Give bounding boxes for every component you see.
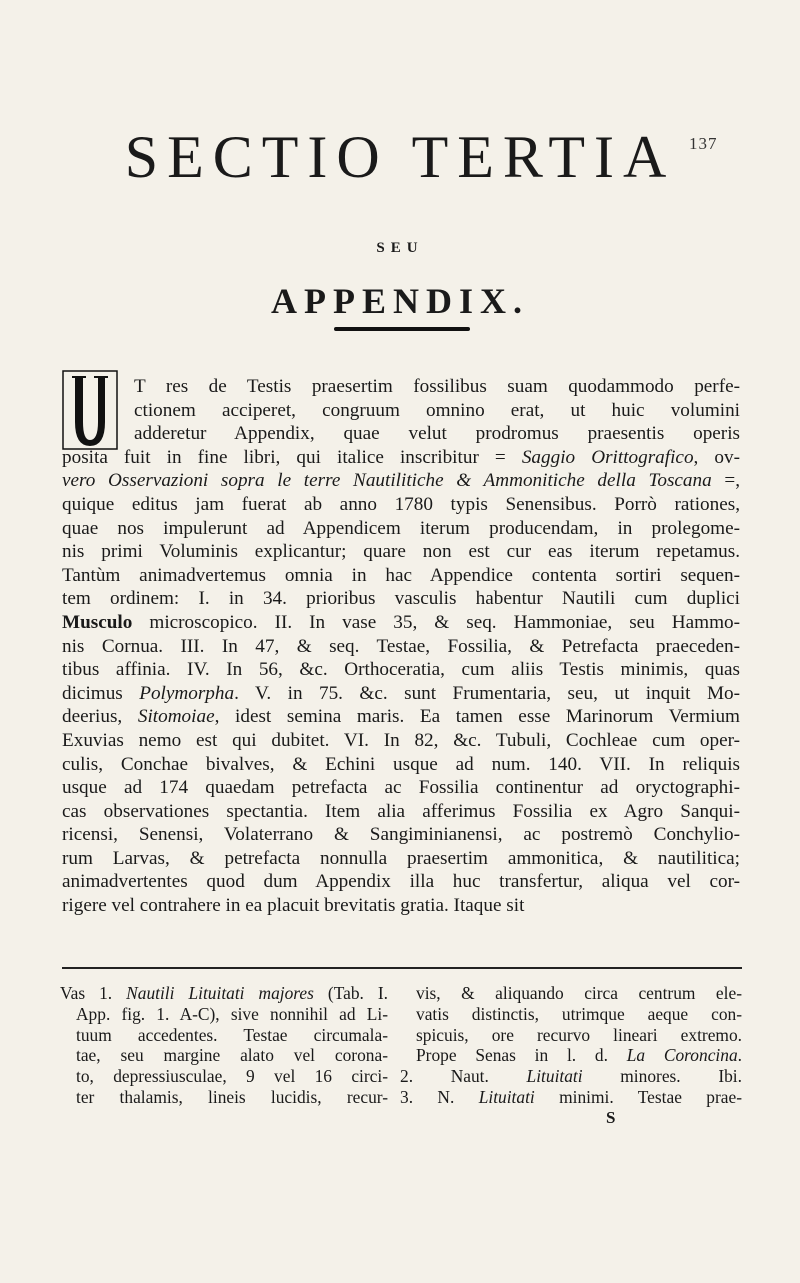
text-line: ter thalamis, lineis lucidis, recur- xyxy=(76,1086,388,1107)
ornamental-rule xyxy=(334,327,470,331)
catalogue-column-right xyxy=(400,983,742,1108)
text-line: rigere vel contrahere in ea placuit brevitatis gratia. Itaque sit xyxy=(62,895,525,917)
text-line: vero Osservazioni sopra le terre Nautilitiche & Ammonitiche della Toscana =, xyxy=(62,470,740,492)
section-subtitle: SEU xyxy=(376,240,424,256)
text-line: ricensi, Senensi, Volaterrano & Sangiminianensi, ac postremò Conchylio- xyxy=(62,824,740,846)
text-line: cas observationes spectantia. Item alia afferimus Fossilia ex Agro Sanqui- xyxy=(62,800,740,822)
text-line: posita fuit in fine libri, qui italice inscribitur = Saggio Orittografico, ov- xyxy=(62,446,741,468)
text-line: nis Cornua. III. In 47, & seq. Testae, Fossilia, & Petrefacta praeceden- xyxy=(62,635,740,657)
introduction-text xyxy=(62,375,740,918)
text-line: T res de Testis praesertim fossilibus suam quodammodo perfe- xyxy=(134,376,740,397)
svg-text:U: U xyxy=(90,410,91,411)
text-line: dicimus Polymorpha. V. in 75. &c. sunt Frumentaria, seu, ut inquit Mo- xyxy=(62,682,741,704)
text-line: nis primi Voluminis explicantur; quare non est cur eas iterum repetamus. xyxy=(62,541,740,563)
text-line: to, depressiusculae, 9 vel 16 circi- xyxy=(76,1066,388,1087)
section-divider xyxy=(62,967,742,969)
text-line: rum Larvas, & petrefacta nonnulla praesertim ammonitica, & nautilitica; xyxy=(62,847,740,869)
text-line: 3. N. Lituitati minimi. Testae prae- xyxy=(400,1086,742,1107)
text-line: vis, & aliquando circa centrum ele- xyxy=(416,983,742,1003)
text-line: quae nos impulerunt ad Appendicem iterum producendam, in prolegome- xyxy=(62,517,740,539)
catchword: S xyxy=(606,1108,616,1127)
appendix-heading: APPENDIX. xyxy=(271,281,529,321)
text-line: 2. Naut. Lituitati minores. Ibi. xyxy=(400,1066,742,1087)
text-line: tibus affinia. IV. In 56, &c. Orthoceratia, cum aliis Testis minimis, quas xyxy=(62,659,740,681)
section-title: SECTIO TERTIA xyxy=(124,124,676,190)
text-line: Musculo microscopico. II. In vase 35, & seq. Hammoniae, seu Hammo- xyxy=(62,611,740,633)
text-line: App. fig. 1. A-C), sive nonnihil ad Li- xyxy=(76,1003,388,1024)
text-line: culis, Conchae bivalves, & Echini usque ad num. 140. VII. In reliquis xyxy=(62,753,740,775)
text-line: Vas 1. Nautili Lituitati majores (Tab. I. xyxy=(60,983,388,1003)
text-line: spicuis, ore recurvo lineari extremo. xyxy=(416,1024,742,1045)
text-line: vatis distinctis, utrimque aeque con- xyxy=(416,1003,742,1024)
text-line: tuum accedentes. Testae circumala- xyxy=(76,1024,388,1045)
text-line: adderetur Appendix, quae velut prodromus praesentis operis xyxy=(134,423,740,445)
page-number: 137 xyxy=(689,134,718,153)
text-line: tem ordinem: I. in 34. prioribus vasculis habentur Nautili cum duplici xyxy=(62,588,740,610)
text-line: deerius, Sitomoiae, idest semina maris. Ea tamen esse Marinorum Vermium xyxy=(62,706,740,728)
text-line: ctionem acciperet, congruum omnino erat, ut huic volumini xyxy=(134,399,740,421)
text-line: animadvertentes quod dum Appendix illa huc transfertur, aliqua vel cor- xyxy=(62,871,740,893)
text-line: tae, seu margine alato vel corona- xyxy=(76,1045,388,1066)
text-line: Prope Senas in l. d. La Coroncina. xyxy=(416,1045,742,1066)
catalogue-column-left xyxy=(60,983,388,1108)
text-line: Exuvias nemo est qui dubitet. VI. In 82, &c. Tubuli, Cochleae cum oper- xyxy=(62,729,740,751)
text-line: Tantùm animadvertemus omnia in hac Appendice contenta sortiri sequen- xyxy=(62,564,740,586)
text-line: quique editus jam fuerat ab anno 1780 typis Senensibus. Porrò rationes, xyxy=(62,493,740,515)
text-line: usque ad 174 quaedam petrefacta ac Fossilia continentur ad oryctographi- xyxy=(62,777,740,799)
